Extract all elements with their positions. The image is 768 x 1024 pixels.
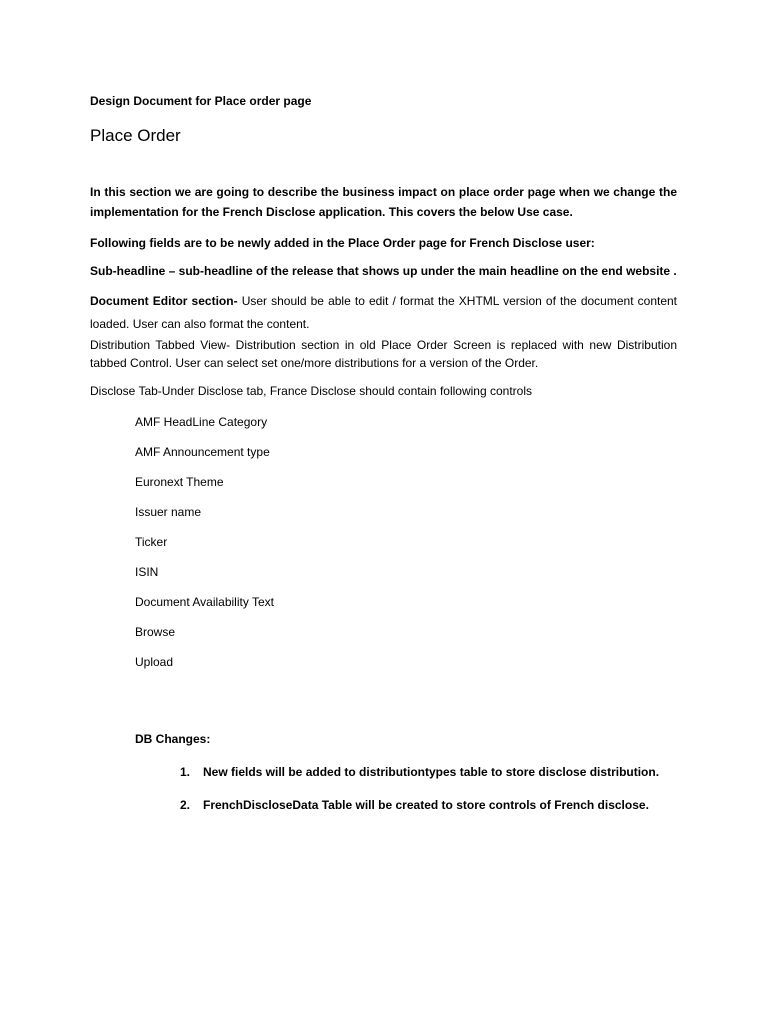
- document-editor-text: User should be able to edit / format the XHTML version of the document content loaded. User can also format the content.: [90, 294, 678, 331]
- db-changes-heading: DB Changes:: [135, 732, 211, 746]
- intro-paragraph: In this section we are going to describe the business impact on place order page when we change the implementation for the French Disclose application. This covers the below Use case.: [90, 185, 677, 219]
- distribution-paragraph: Distribution Tabbed View- Distribution section in old Place Order Screen is replaced with new Distribution tabbed Control. User can select set one/more distributions for a version of the Order.: [90, 338, 677, 370]
- list-item: ISIN: [135, 565, 159, 579]
- list-number: 2.: [180, 798, 191, 812]
- list-item: Issuer name: [135, 505, 202, 519]
- db-changes-list: [180, 764, 659, 830]
- list-number: 1.: [180, 765, 191, 779]
- disclose-tab-paragraph: Disclose Tab-Under Disclose tab, France Disclose should contain following controls: [90, 384, 532, 398]
- document-title: Design Document for Place order page: [90, 94, 312, 108]
- list-item: [180, 797, 659, 830]
- section-heading: Place Order: [90, 126, 181, 145]
- list-item: Euronext Theme: [135, 475, 224, 489]
- list-text: FrenchDiscloseData Table will be created to store controls of French disclose.: [203, 798, 649, 812]
- document-editor-label: Document Editor section-: [90, 294, 238, 308]
- list-item: Ticker: [135, 535, 168, 549]
- list-text: New fields will be added to distributiontypes table to store disclose distribution.: [203, 765, 660, 779]
- list-item: Browse: [135, 625, 176, 639]
- controls-list: [135, 414, 274, 684]
- list-item: Document Availability Text: [135, 595, 274, 609]
- document-editor-paragraph: [90, 290, 677, 336]
- list-item: AMF HeadLine Category: [135, 415, 268, 429]
- list-item: Upload: [135, 655, 174, 669]
- fields-intro: Following fields are to be newly added in the Place Order page for French Disclose user:: [90, 236, 595, 250]
- list-item: [180, 764, 659, 797]
- list-item: AMF Announcement type: [135, 445, 270, 459]
- subheadline-paragraph: Sub-headline – sub-headline of the release that shows up under the main headline on the end website .: [90, 264, 677, 278]
